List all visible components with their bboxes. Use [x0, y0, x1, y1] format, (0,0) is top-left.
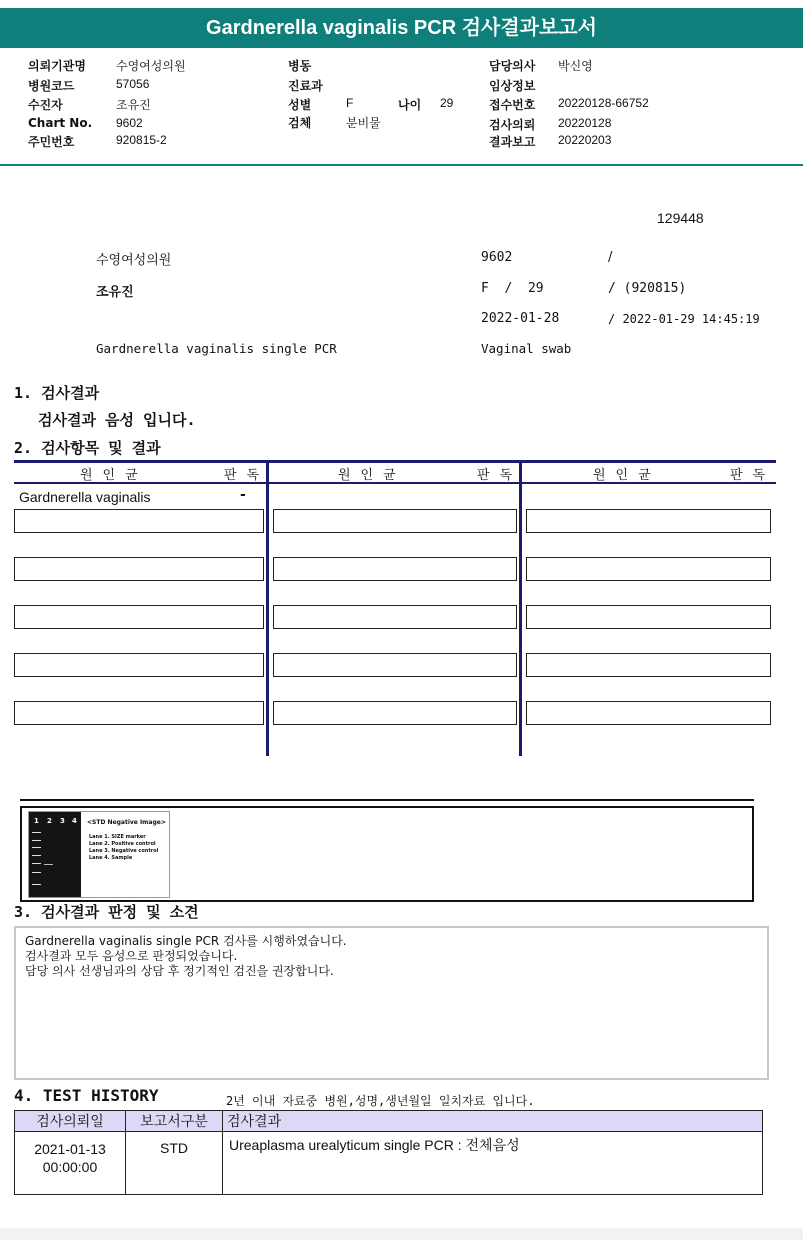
history-type: STD — [126, 1132, 223, 1195]
result-cell — [273, 701, 517, 725]
value-specimen: 분비물 — [346, 116, 381, 130]
opinion-line-2: 검사결과 모두 음성으로 판정되었습니다. — [25, 949, 238, 963]
header-divider — [0, 164, 803, 166]
lane-2-label: 2 — [47, 817, 52, 825]
label-resident-no: 주민번호 — [28, 135, 75, 149]
col-organism-2: 원인균 — [338, 468, 406, 483]
lane-1-label: 1 — [34, 817, 39, 825]
history-date-cell — [15, 1132, 126, 1195]
value-hospital-name: 수영여성의원 — [116, 59, 186, 73]
result-cell — [526, 701, 771, 725]
col-judge-2: 판독 — [477, 468, 523, 483]
gel-image — [28, 811, 170, 898]
marker-band — [32, 884, 41, 885]
result-cell — [273, 605, 517, 629]
history-table — [14, 1110, 763, 1195]
marker-band — [32, 847, 41, 848]
label-receipt-no: 접수번호 — [489, 98, 536, 112]
label-request-date: 검사의뢰 — [489, 118, 536, 132]
label-specimen: 검체 — [288, 116, 312, 130]
opinion-line-1: Gardnerella vaginalis single PCR 검사를 시행하였습니다. — [25, 934, 347, 948]
print-chart-no: 9602 — [481, 250, 513, 265]
report-title: Gardnerella vaginalis PCR 검사결과보고서 — [0, 8, 803, 48]
label-patient: 수진자 — [28, 98, 63, 112]
gel-strip — [29, 812, 81, 897]
label-hospital-code: 병원코드 — [28, 79, 75, 93]
print-report-datetime: / 2022-01-29 14:45:19 — [608, 312, 760, 326]
label-doctor: 담당의사 — [489, 59, 536, 73]
section4-title: 4. TEST HISTORY — [14, 1086, 159, 1105]
label-chart-no: Chart No. — [28, 116, 93, 130]
gel-legend-1: Lane 1. SIZE marker — [89, 834, 146, 840]
result-cell — [14, 557, 264, 581]
result-cell — [273, 509, 517, 533]
result-cell — [14, 701, 264, 725]
result-cell — [273, 557, 517, 581]
value-resident-no: 920815-2 — [116, 133, 167, 147]
print-request-date: 2022-01-28 — [481, 311, 560, 326]
col-judge-1: 판독 — [224, 468, 270, 483]
print-specimen: Vaginal swab — [481, 341, 572, 356]
grid-col-divider-2 — [519, 460, 522, 756]
gel-legend-2: Lane 2. Positive control — [89, 841, 156, 847]
result-cell — [14, 605, 264, 629]
value-chart-no: 9602 — [116, 116, 143, 130]
col-organism-3: 원인균 — [593, 468, 661, 483]
gel-legend-4: Lane 4. Sample — [89, 855, 133, 861]
marker-band — [32, 863, 41, 864]
marker-band — [32, 840, 41, 841]
lane-3-label: 3 — [60, 817, 65, 825]
marker-band — [32, 872, 41, 873]
value-receipt-no: 20220128-66752 — [558, 96, 649, 110]
id-number: 129448 — [657, 210, 704, 226]
history-date: 2021-01-13 — [34, 1141, 106, 1157]
col-organism-1: 원인균 — [80, 468, 148, 483]
value-age: 29 — [440, 96, 454, 110]
section3-title: 3. 검사결과 판정 및 소견 — [14, 903, 199, 921]
item-result: - — [240, 487, 246, 503]
label-report-date: 결과보고 — [489, 135, 536, 149]
value-patient: 조유진 — [116, 98, 151, 112]
history-col-result: 검사결과 — [223, 1111, 763, 1132]
value-doctor: 박신영 — [558, 59, 593, 73]
history-col-date: 검사의뢰일 — [15, 1111, 126, 1132]
result-cell — [14, 653, 264, 677]
history-time: 00:00:00 — [42, 1159, 98, 1175]
print-test-name: Gardnerella vaginalis single PCR — [96, 341, 337, 356]
result-cell — [273, 653, 517, 677]
label-age: 나이 — [398, 98, 422, 112]
label-ward: 병동 — [288, 59, 312, 73]
opinion-box — [14, 926, 769, 1080]
label-hospital-name: 의뢰기관명 — [28, 59, 86, 73]
value-request-date: 20220128 — [558, 116, 612, 130]
history-col-type: 보고서구분 — [126, 1111, 223, 1132]
section2-title: 2. 검사항목 및 결과 — [14, 439, 161, 457]
result-cell — [526, 557, 771, 581]
history-header-row — [15, 1111, 763, 1132]
result-cell — [526, 653, 771, 677]
result-cell — [526, 605, 771, 629]
result-cell — [14, 509, 264, 533]
label-clinical-info: 임상정보 — [489, 79, 536, 93]
label-sex: 성별 — [288, 98, 312, 112]
value-hospital-code: 57056 — [116, 77, 150, 91]
print-patient: 조유진 — [96, 285, 134, 300]
positive-band — [44, 864, 53, 865]
print-birth: / (920815) — [608, 281, 687, 296]
gel-top-rule — [20, 799, 754, 801]
grid-top-rule — [14, 460, 776, 463]
result-cell — [526, 509, 771, 533]
value-sex: F — [346, 96, 354, 110]
gel-title: <STD Negative Image> — [87, 819, 166, 826]
print-sex-age: F / 29 — [481, 281, 544, 296]
section1-title: 1. 검사결과 — [14, 384, 100, 402]
col-judge-3: 판독 — [730, 468, 776, 483]
print-hospital: 수영여성의원 — [96, 253, 172, 268]
grid-col-divider-1 — [266, 460, 269, 756]
value-report-date: 20220203 — [558, 133, 612, 147]
section1-result: 검사결과 음성 입니다. — [38, 411, 196, 429]
marker-band — [32, 832, 41, 833]
history-note: 2년 이내 자료중 병원,성명,생년월일 일치자료 입니다. — [226, 1094, 535, 1108]
opinion-line-3: 담당 의사 선생님과의 상담 후 정기적인 검진을 권장합니다. — [25, 964, 334, 978]
history-result: Ureaplasma urealyticum single PCR : 전체음성 — [223, 1132, 763, 1195]
label-department: 진료과 — [288, 79, 323, 93]
gel-legend-3: Lane 3. Negative control — [89, 848, 159, 854]
lane-4-label: 4 — [72, 817, 77, 825]
opinion-text — [25, 934, 347, 979]
table-row — [15, 1132, 763, 1195]
item-name: Gardnerella vaginalis — [19, 489, 151, 505]
marker-band — [32, 855, 41, 856]
print-slash: / — [608, 250, 613, 265]
